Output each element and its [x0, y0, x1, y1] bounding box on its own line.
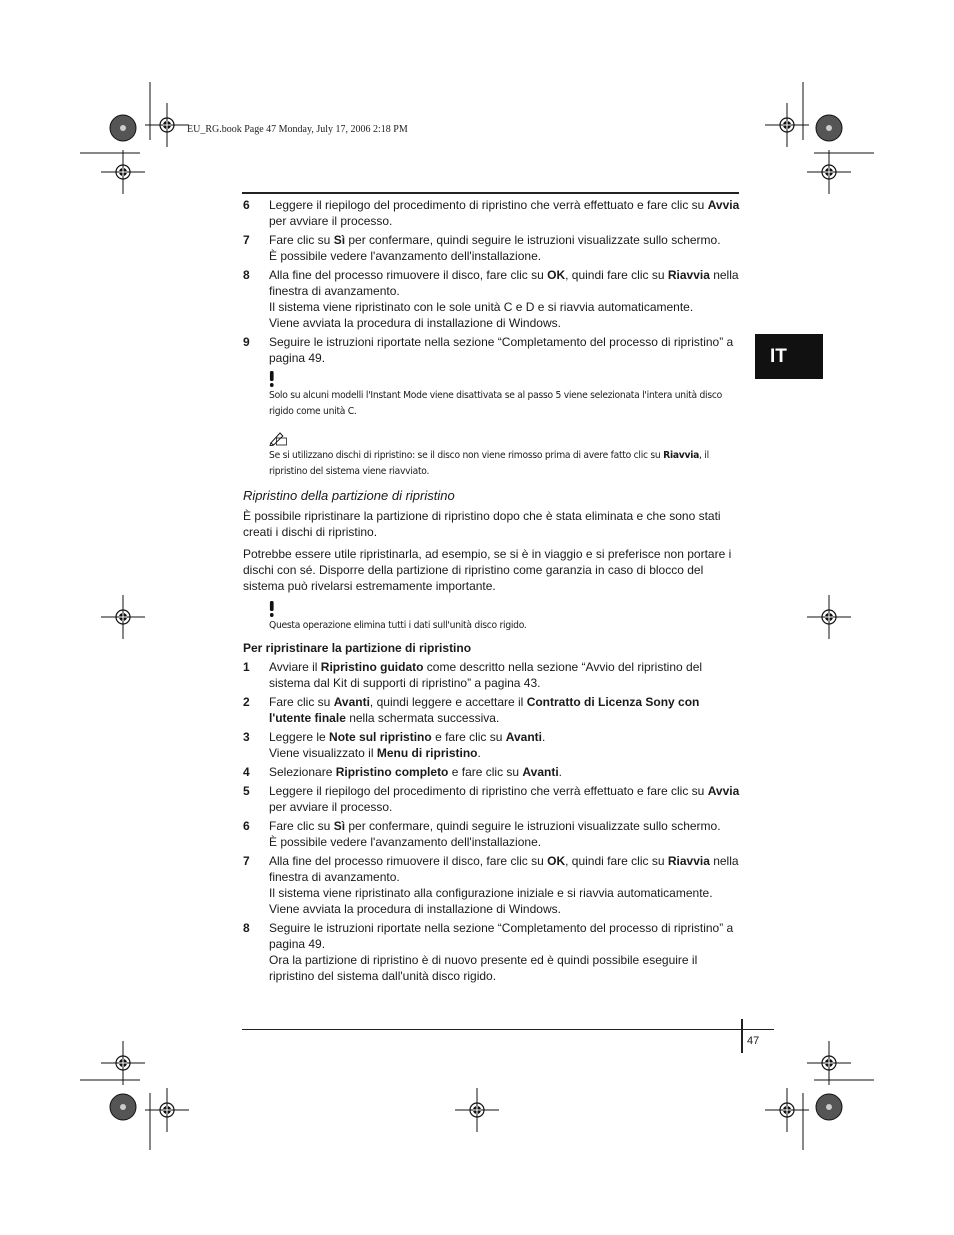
step-text: Seguire le istruzioni riportate nella sezione “Completamento del processo di ripristino” a pagina 49. [269, 335, 734, 365]
step-item [243, 729, 743, 761]
step-item [243, 197, 743, 229]
section-title: Ripristino della partizione di ripristino [243, 488, 455, 503]
step-text: Avviare il Ripristino guidato come descritto nella sezione “Avvio del ripristino del sistema dal Kit di supporti di ripristino” a pagina 43. [269, 660, 703, 690]
step-item [243, 659, 743, 691]
step-text: Selezionare Ripristino completo e fare clic su Avanti. [269, 765, 562, 779]
step-number: 2 [243, 695, 250, 709]
step-number: 8 [243, 921, 250, 935]
step-number: 9 [243, 335, 250, 349]
step-item [243, 853, 743, 917]
step-number: 1 [243, 660, 250, 674]
step-text: Seguire le istruzioni riportate nella sezione “Completamento del processo di ripristino” a pagina 49. Ora la partizione di ripristino è di nuovo presente ed è quindi possibile eseguire il ripristino del sistema dall'unità disco rigido. [269, 921, 734, 983]
page-content [243, 197, 743, 987]
step-number: 7 [243, 854, 250, 868]
step-item [243, 818, 743, 850]
warning-note-1 [269, 370, 729, 420]
step-text: Leggere le Note sul ripristino e fare clic su Avanti. Viene visualizzato il Menu di ripristino. [269, 730, 546, 760]
step-text: Leggere il riepilogo del procedimento di ripristino che verrà effettuato e fare clic su Avvia per avviare il processo. [269, 198, 740, 228]
step-text: Fare clic su Sì per confermare, quindi seguire le istruzioni visualizzate sullo schermo. È possibile vedere l'avanzamento dell'installazione. [269, 819, 721, 849]
step-item [243, 267, 743, 331]
exclamation-icon [269, 600, 729, 618]
step-item [243, 334, 743, 366]
step-text: Fare clic su Sì per confermare, quindi seguire le istruzioni visualizzate sullo schermo. È possibile vedere l'avanzamento dell'installazione. [269, 233, 721, 263]
step-item [243, 764, 743, 780]
tip-text: Se si utilizzano dischi di ripristino: se il disco non viene rimosso prima di avere fatto clic su Riavvia, il ripristino del sistema viene riavviato. [269, 450, 709, 477]
steps-list-top [243, 197, 743, 366]
step-number: 8 [243, 268, 250, 282]
exclamation-icon [269, 370, 729, 388]
bottom-rule [242, 1029, 774, 1030]
procedure-title: Per ripristinare la partizione di ripristino [243, 641, 472, 655]
step-text: Alla fine del processo rimuovere il disco, fare clic su OK, quindi fare clic su Riavvia nella finestra di avanzamento. Il sistema viene ripristinato alla configurazione iniziale e si riavvia automaticamente. Viene avviata la procedura di installazione di Windows. [269, 854, 739, 916]
paragraph-1: È possibile ripristinare la partizione di ripristino dopo che è stata eliminata e che sono stati creati i dischi di ripristino. [243, 509, 721, 539]
pencil-note-icon [269, 430, 729, 448]
step-number: 5 [243, 784, 250, 798]
step-item [243, 694, 743, 726]
step-number: 3 [243, 730, 250, 744]
step-text: Fare clic su Avanti, quindi leggere e accettare il Contratto di Licenza Sony con l'utente finale nella schermata successiva. [269, 695, 700, 725]
language-tab: IT [755, 334, 823, 379]
warning-note-2 [269, 600, 729, 634]
page-number-bar [741, 1019, 743, 1053]
step-number: 6 [243, 819, 250, 833]
step-item [243, 920, 743, 984]
steps-list-bottom [243, 659, 743, 984]
step-number: 6 [243, 198, 250, 212]
step-text: Leggere il riepilogo del procedimento di ripristino che verrà effettuato e fare clic su Avvia per avviare il processo. [269, 784, 740, 814]
print-header-note: EU_RG.book Page 47 Monday, July 17, 2006 2:18 PM [187, 124, 408, 135]
step-number: 4 [243, 765, 250, 779]
page-number: 47 [747, 1035, 760, 1047]
step-item [243, 783, 743, 815]
step-number: 7 [243, 233, 250, 247]
top-rule [242, 192, 739, 194]
warning-text-2: Questa operazione elimina tutti i dati sull'unità disco rigido. [269, 620, 527, 631]
step-item [243, 232, 743, 264]
step-text: Alla fine del processo rimuovere il disco, fare clic su OK, quindi fare clic su Riavvia nella finestra di avanzamento. Il sistema viene ripristinato con le sole unità C e D e si riavvia automaticamente. Viene avviata la procedura di installazione di Windows. [269, 268, 739, 330]
tip-note [269, 430, 729, 480]
paragraph-2: Potrebbe essere utile ripristinarla, ad esempio, se si è in viaggio e si preferisce non portare i dischi con sé. Disporre della partizione di ripristino come garanzia in caso di blocco del sistema può rivelarsi estremamente importante. [243, 547, 732, 593]
warning-text-1: Solo su alcuni modelli l'Instant Mode viene disattivata se al passo 5 viene selezionata l'intera unità disco rigido come unità C. [269, 390, 722, 417]
